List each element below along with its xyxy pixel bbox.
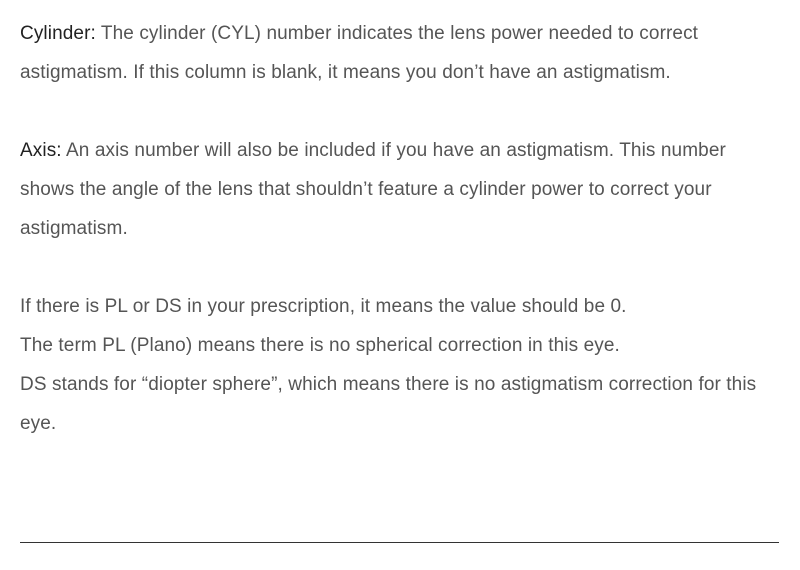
cylinder-term: Cylinder:	[20, 23, 96, 44]
prescription-notes-paragraph	[20, 287, 782, 443]
axis-description: An axis number will also be included if you have an astigmatism. This number shows the angle of the lens that shouldn’t feature a cylinder power to correct your astigmatism.	[20, 140, 726, 239]
horizontal-divider	[20, 542, 779, 543]
diopter-sphere-note: DS stands for “diopter sphere”, which means there is no astigmatism correction for this eye.	[20, 374, 757, 434]
axis-paragraph	[20, 131, 782, 248]
plano-note: The term PL (Plano) means there is no spherical correction in this eye.	[20, 335, 620, 356]
axis-term: Axis:	[20, 140, 62, 161]
cylinder-description: The cylinder (CYL) number indicates the lens power needed to correct astigmatism. If this column is blank, it means you don’t have an astigmatism.	[20, 23, 699, 83]
pl-ds-note: If there is PL or DS in your prescription, it means the value should be 0.	[20, 296, 627, 317]
article-content	[20, 14, 782, 443]
cylinder-paragraph	[20, 14, 782, 92]
